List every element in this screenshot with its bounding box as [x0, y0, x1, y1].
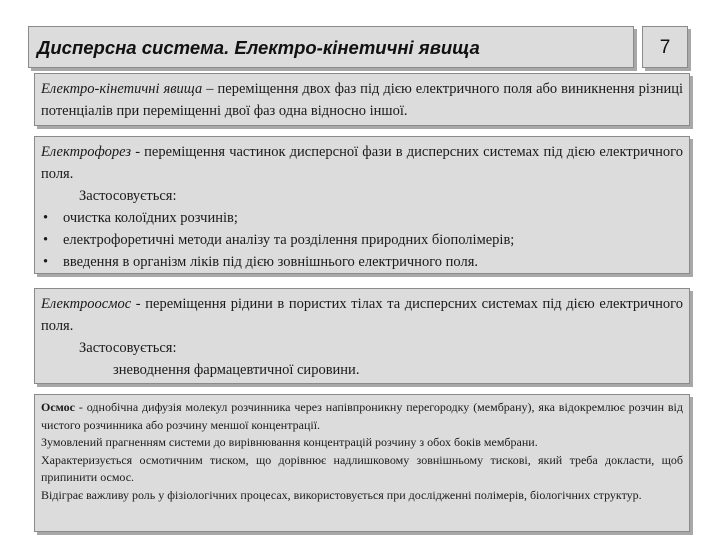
electroosmosis-application: зневоднення фармацевтичної сировини.	[113, 362, 360, 378]
electrophoresis-text: - переміщення частинок дисперсної фази в дисперсних системах під дією електричного поля.	[41, 144, 683, 182]
electrokinetic-term: Електро-кінетичні явища	[41, 81, 203, 97]
list-item: • введення в організм ліків під дією зовнішнього електричного поля.	[41, 251, 683, 273]
electrophoresis-panel	[34, 136, 690, 274]
osmosis-panel	[34, 394, 690, 532]
osmosis-text: - однобічна дифузія молекул розчинника через напівпроникну перегородку (мембрану), яка відокремлює розчин від чистого розчинника або розчину меншої концентрації.	[41, 400, 683, 432]
electroosmosis-term: Електроосмос	[41, 296, 132, 312]
osmosis-cause: Зумовлений прагненням системи до вирівнювання концентрацій розчину з обох боків мембрани.	[41, 435, 538, 449]
osmosis-definition	[41, 399, 683, 434]
list-item: • електрофоретичні методи аналізу та розділення природних біополімерів;	[41, 229, 683, 251]
list-item: • очистка колоїдних розчинів;	[41, 207, 683, 229]
electroosmosis-panel	[34, 288, 690, 384]
osmosis-term: Осмос	[41, 400, 76, 414]
electrophoresis-applied-label: Застосовується:	[79, 188, 177, 204]
page-title: Дисперсна система. Електро-кінетичні явища	[37, 37, 480, 58]
electroosmosis-text: - переміщення рідини в пористих тілах та дисперсних системах під дією електричного поля.	[41, 296, 683, 334]
electrokinetic-text: – переміщення двох фаз під дією електричного поля або виникнення різниці потенціалів при переміщенні двої фаз одна відносно іншої.	[41, 81, 683, 119]
electrokinetic-definition	[41, 78, 683, 122]
electrophoresis-term: Електрофорез	[41, 144, 132, 160]
electrophoresis-uses-list	[41, 207, 683, 273]
page-number-panel	[642, 26, 688, 68]
title-panel	[28, 26, 634, 68]
page-number: 7	[659, 37, 671, 58]
electroosmosis-definition	[41, 293, 683, 337]
electrokinetic-definition-panel	[34, 73, 690, 126]
electrophoresis-definition	[41, 141, 683, 185]
osmosis-pressure: Характеризується осмотичним тиском, що дорівнює надлишковому зовнішньому тискові, який треба докласти, щоб припинити осмос.	[41, 452, 683, 484]
electroosmosis-applied-label: Застосовується:	[79, 340, 177, 356]
osmosis-role: Відіграє важливу роль у фізіологічних процесах, використовується при дослідженні полімерів, біологічних структур.	[41, 487, 642, 502]
